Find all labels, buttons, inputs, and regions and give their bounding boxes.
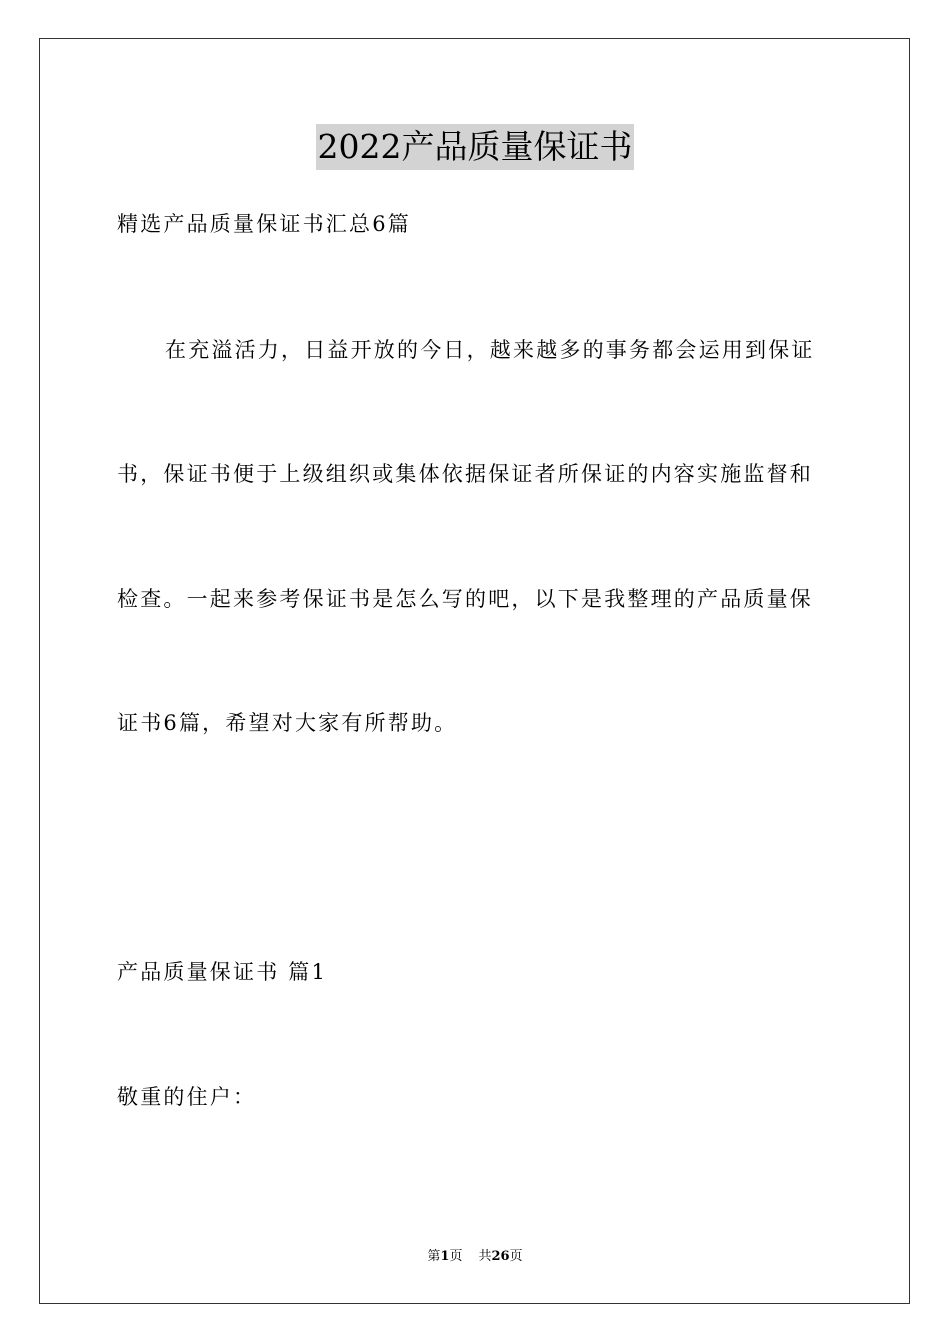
total-pages: 26 <box>491 1249 510 1264</box>
paragraph-line-2: 书，保证书便于上级组织或集体依据保证者所保证的内容实施监督和 <box>117 462 813 486</box>
section-heading: 产品质量保证书 篇1 <box>117 960 328 984</box>
page-footer <box>0 1248 950 1266</box>
paragraph-line-3: 检查。一起来参考保证书是怎么写的吧，以下是我整理的产品质量保 <box>117 587 813 611</box>
page-number: 1 <box>440 1249 450 1264</box>
document-subtitle: 精选产品质量保证书汇总6篇 <box>117 212 411 236</box>
greeting-line: 敬重的住户： <box>117 1085 257 1109</box>
page-suffix: 页 <box>449 1249 463 1264</box>
total-suffix: 页 <box>509 1249 523 1264</box>
document-title: 2022产品质量保证书 <box>316 124 635 170</box>
title-container <box>0 124 950 170</box>
paragraph-line-1: 在充溢活力，日益开放的今日，越来越多的事务都会运用到保证 <box>165 338 815 362</box>
total-prefix: 共 <box>478 1249 492 1264</box>
page-prefix: 第 <box>427 1249 441 1264</box>
paragraph-line-4: 证书6篇，希望对大家有所帮助。 <box>117 711 458 735</box>
